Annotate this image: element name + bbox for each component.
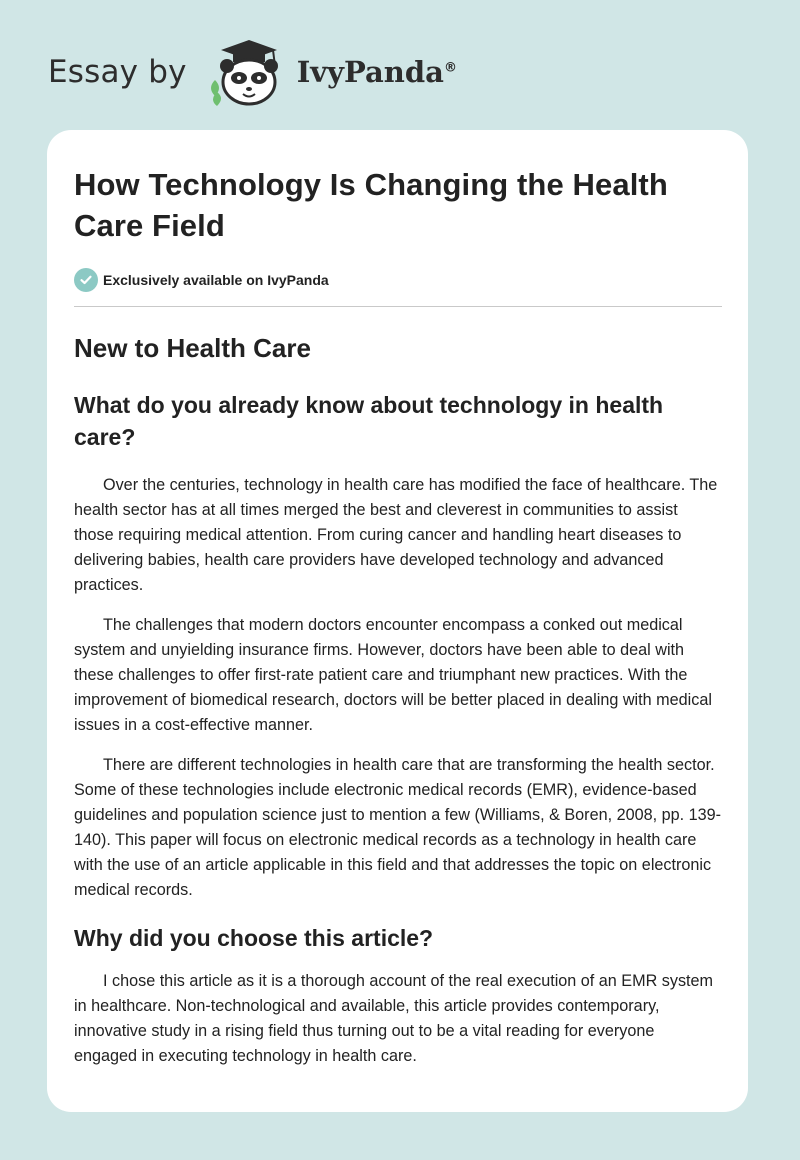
question-heading: What do you already know about technology in health care?: [74, 392, 664, 450]
exclusive-badge: [74, 268, 721, 292]
section-heading: New to Health Care: [74, 333, 311, 363]
check-circle-icon: [74, 268, 98, 292]
question-heading: Why did you choose this article?: [74, 925, 434, 951]
brand-header[interactable]: [48, 36, 457, 108]
paragraph: There are different technologies in health care that are transforming the health sector. Some of these technologies include electronic medical records (EMR), evidence-based guidelines and population science just to mention a few (Williams, & Boren, 2008, pp. 139-140). This paper will focus on electronic medical records as a technology in health care with the use of an article applicable in this field and that addresses the topic on electronic medical records.: [74, 756, 721, 899]
panda-logo-icon: [203, 36, 293, 108]
brand-prefix: Essay by: [48, 54, 187, 90]
paragraph: The challenges that modern doctors encounter encompass a conked out medical system and unyielding insurance firms. However, doctors have been able to deal with these challenges to offer first-rate patient care and triumphant new practices. With the improvement of biomedical research, doctors will be better placed in dealing with medical issues in a cost-effective manner.: [74, 616, 712, 734]
paragraph: Over the centuries, technology in health care has modified the face of healthcare. The health sector has at all times merged the best and cleverest in communities to assist those requiring medical attention. From curing cancer and handling heart diseases to delivering babies, health care providers have developed technology and advanced practices.: [74, 476, 718, 594]
badge-text: Exclusively available on IvyPanda: [103, 272, 329, 288]
paragraph: I chose this article as it is a thorough account of the real execution of an EMR system in healthcare. Non-technological and available, this article provides contemporary, innovative study in a rising field thus turning out to be a vital reading for everyone engaged in executing technology in health care.: [74, 972, 714, 1065]
article-card: [47, 130, 748, 1112]
divider: [74, 306, 722, 307]
article-title: How Technology Is Changing the Health Care Field: [74, 167, 668, 243]
brand-name: IvyPanda®: [296, 55, 457, 89]
